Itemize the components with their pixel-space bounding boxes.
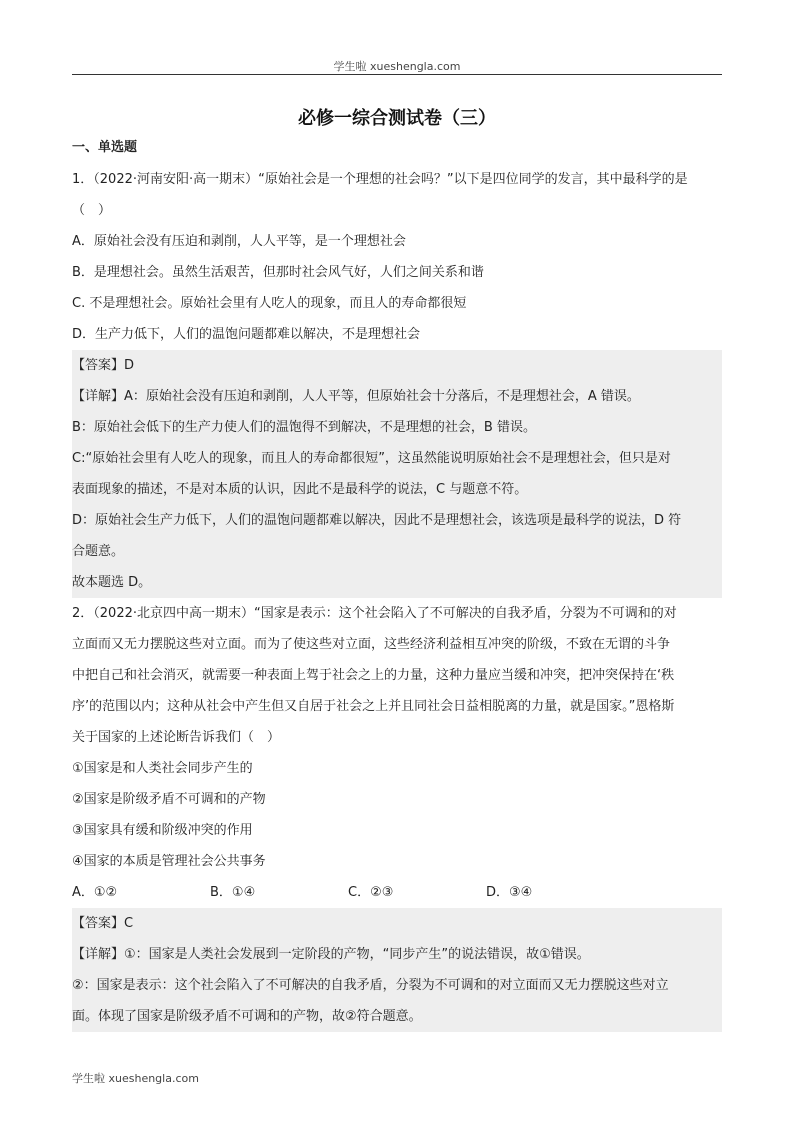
statement-1: ①国家是和人类社会同步产生的	[72, 761, 253, 776]
choice-d: D．③④	[486, 885, 533, 900]
question-stem: 中把自己和社会消灭，就需要一种表面上驾于社会之上的力量，这种力量应当缓和冲突，把冲突保持在‘秩	[72, 668, 675, 683]
detail-line: C:“原始社会里有人吃人的现象，而且人的寿命都很短”，这虽然能说明原始社会不是理想社会，但只是对	[72, 451, 671, 466]
detail-line: D：原始社会生产力低下，人们的温饱问题都难以解决，因此不是理想社会，该选项是最科学的说法，D 符	[72, 513, 682, 528]
question-stem: 序’的范围以内；这种从社会中产生但又自居于社会之上并且同社会日益相脱离的力量，就是国家。”恩格斯	[72, 699, 675, 714]
detail-line: 面。体现了国家是阶级矛盾不可调和的产物，故②符合题意。	[72, 1009, 422, 1024]
header-divider	[72, 74, 722, 75]
document-body	[72, 138, 722, 1032]
choice-c: C．②③	[348, 885, 394, 900]
section-heading: 一、单选题	[72, 140, 138, 155]
answer-label: 【答案】C	[72, 916, 134, 931]
detail-line: 【详解】A：原始社会没有压迫和剥削，人人平等，但原始社会十分落后，不是理想社会，A 错误。	[72, 389, 640, 404]
page-header: 学生啦 xueshengla.com	[333, 60, 461, 73]
detail-line: 故本题选 D。	[72, 575, 152, 590]
option-d: D．生产力低下，人们的温饱问题都难以解决，不是理想社会	[72, 327, 421, 342]
choice-b: B．①④	[210, 885, 256, 900]
option-b: B．是理想社会。虽然生活艰苦，但那时社会风气好，人们之间关系和谐	[72, 265, 484, 280]
question-stem: 关于国家的上述论断告诉我们（ ）	[72, 730, 281, 745]
question-stem: 立面而又无力摆脱这些对立面。而为了使这些对立面，这些经济利益相互冲突的阶级，不致在无谓的斗争	[72, 637, 671, 652]
detail-line: 【详解】①：国家是人类社会发展到一定阶段的产物，“同步产生”的说法错误，故①错误。	[72, 947, 590, 962]
question-stem: （ ）	[72, 203, 112, 218]
detail-line: 合题意。	[72, 544, 125, 559]
statement-2: ②国家是阶级矛盾不可调和的产物	[72, 792, 266, 807]
question-2	[72, 598, 722, 1032]
question-stem: 2．（2022·北京四中高一期末）“国家是表示：这个社会陷入了不可解决的自我矛盾，分裂为不可调和的对	[72, 606, 677, 621]
question-1	[72, 164, 722, 598]
page-footer: 学生啦 xueshengla.com	[72, 1072, 199, 1085]
choice-a: A．①②	[72, 885, 118, 900]
page-title: 必修一综合测试卷（三）	[298, 108, 496, 129]
detail-line: 表面现象的描述，不是对本质的认识，因此不是最科学的说法，C 与题意不符。	[72, 482, 528, 497]
answer-block	[72, 350, 722, 598]
detail-line: ②：国家是表示：这个社会陷入了不可解决的自我矛盾，分裂为不可调和的对立面而又无力摆脱这些对立	[72, 978, 669, 993]
choice-row	[72, 877, 722, 908]
question-stem: 1．（2022·河南安阳·高一期末）“原始社会是一个理想的社会吗？”以下是四位同学的发言，其中最科学的是	[72, 172, 688, 187]
option-c: C. 不是理想社会。原始社会里有人吃人的现象，而且人的寿命都很短	[72, 296, 467, 311]
answer-label: 【答案】D	[72, 358, 135, 373]
answer-block	[72, 908, 722, 1032]
detail-line: B：原始社会低下的生产力使人们的温饱得不到解决，不是理想的社会，B 错误。	[72, 420, 536, 435]
statement-4: ④国家的本质是管理社会公共事务	[72, 854, 266, 869]
option-a: A．原始社会没有压迫和剥削，人人平等，是一个理想社会	[72, 234, 406, 249]
statement-3: ③国家具有缓和阶级冲突的作用	[72, 823, 253, 838]
